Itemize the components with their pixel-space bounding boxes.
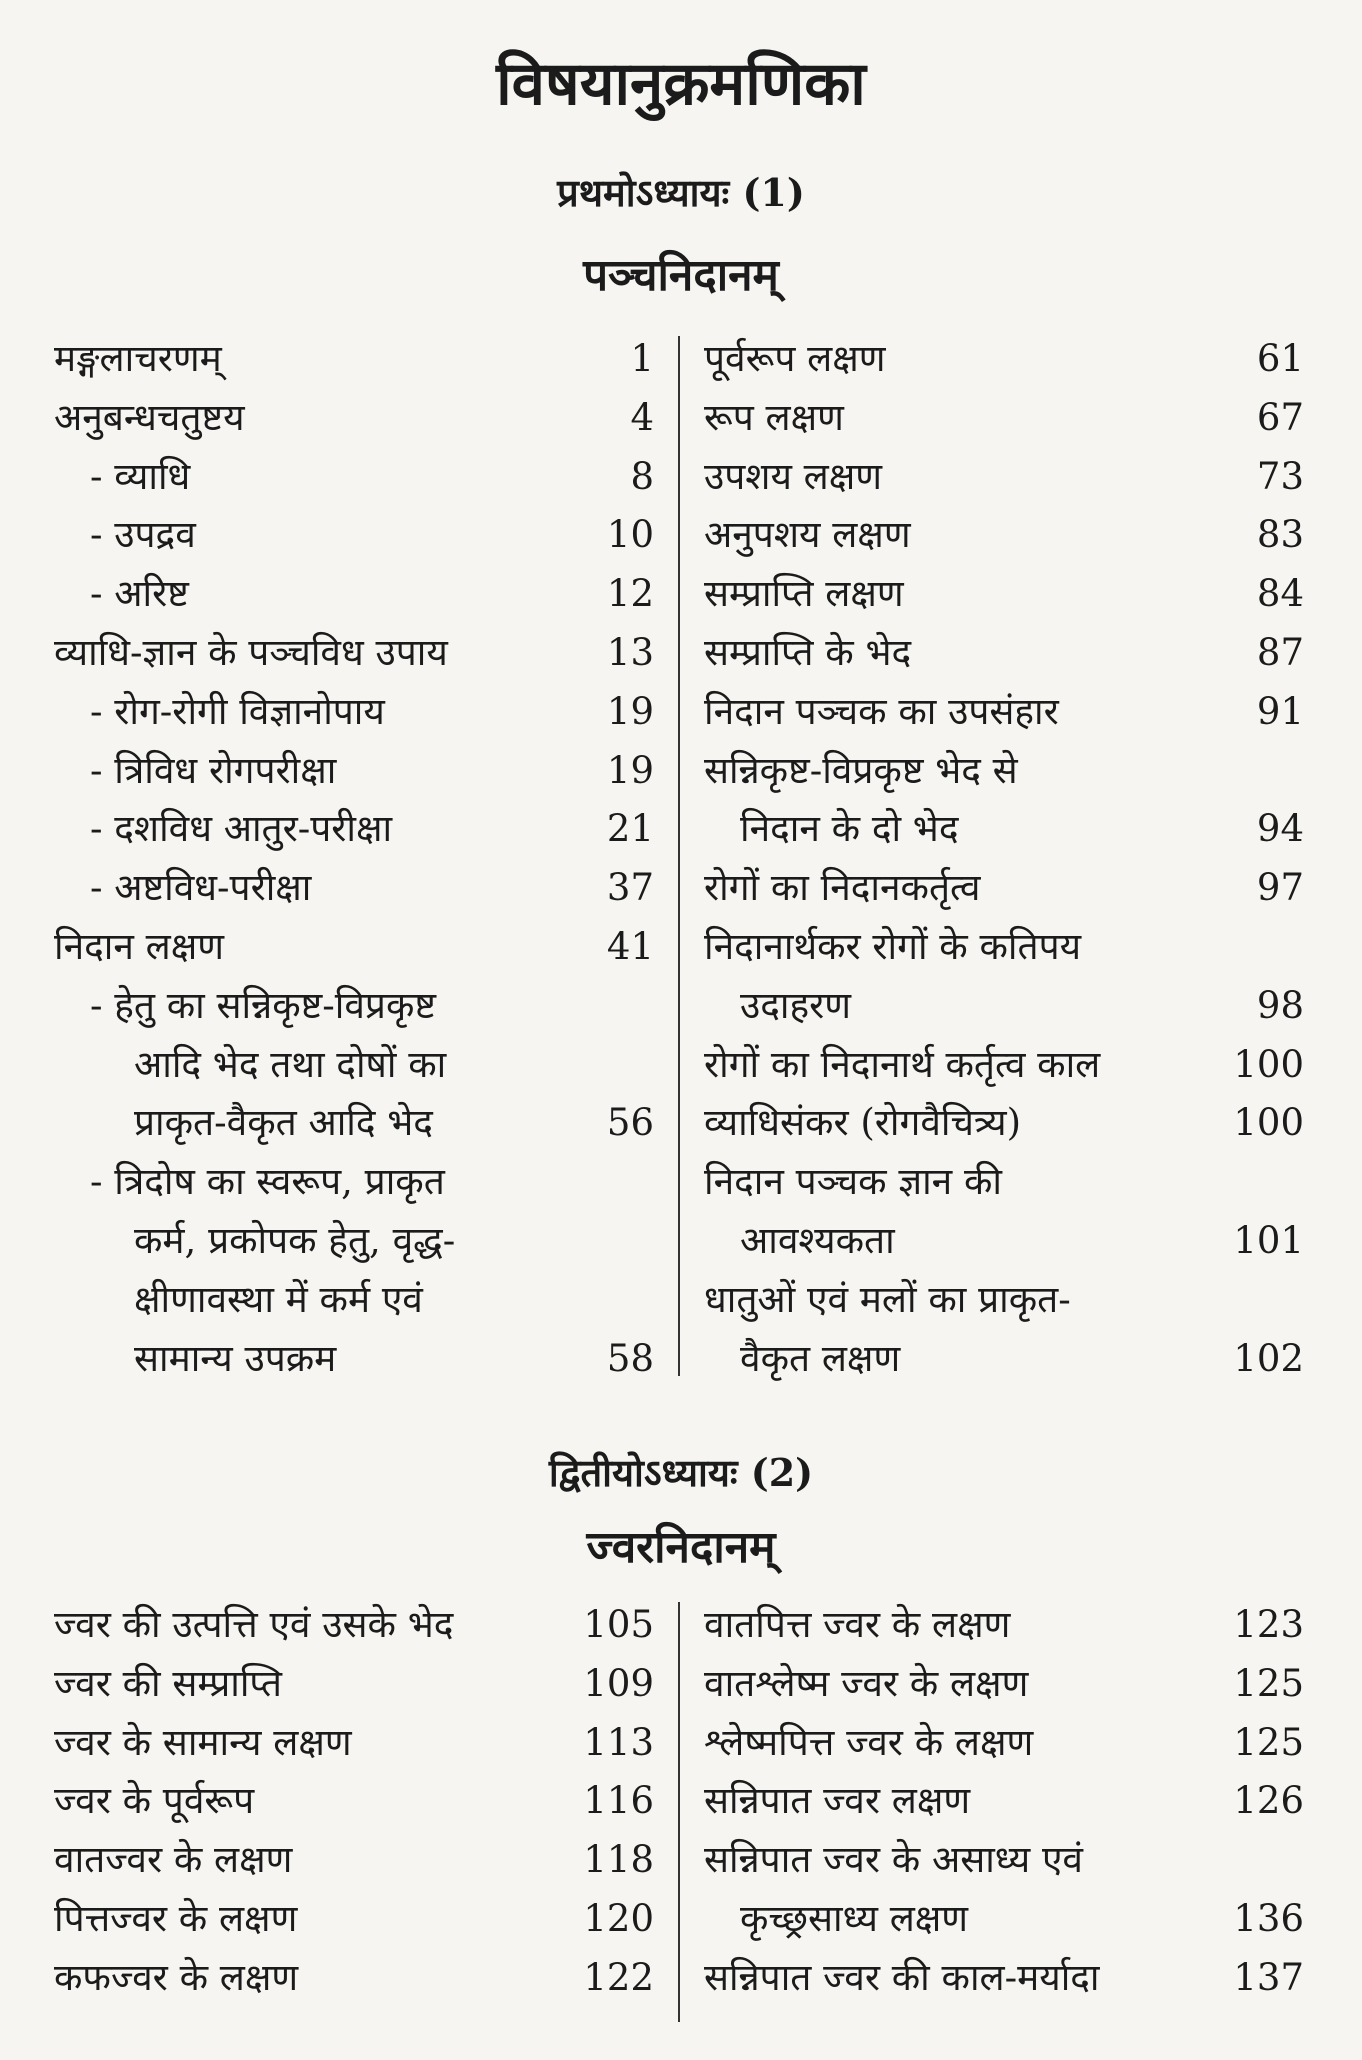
toc-entry xyxy=(704,448,1304,507)
toc-entry-page: 101 xyxy=(1233,1218,1304,1262)
toc-entry-title: व्याधि-ज्ञान के पञ्चविध उपाय xyxy=(54,630,448,674)
toc-entry-page: 61 xyxy=(1256,337,1304,380)
toc-entry-page: 97 xyxy=(1256,866,1304,910)
toc-entry-title: - रोग-रोगी विज्ञानोपाय xyxy=(90,689,385,733)
toc-entry-title: निदानार्थकर रोगों के कतिपय xyxy=(704,924,1082,968)
toc-entry xyxy=(54,1890,654,1949)
toc-entry-title: प्राकृत-वैकृत आदि भेद xyxy=(134,1101,433,1145)
toc-entry-title: निदान पञ्चक का उपसंहार xyxy=(704,689,1059,733)
toc-entry-page: 120 xyxy=(583,1896,654,1940)
toc-entry-title: ज्वर की उत्पत्ति एवं उसके भेद xyxy=(54,1603,454,1646)
toc-entry-page: 67 xyxy=(1256,395,1304,439)
toc-entry-page: 100 xyxy=(1233,1101,1304,1145)
toc-entry xyxy=(54,1655,654,1714)
toc-entry xyxy=(704,506,1304,565)
toc-entry-title: निदान के दो भेद xyxy=(740,807,959,851)
toc-entry xyxy=(704,918,1304,977)
toc-entry xyxy=(54,1271,654,1330)
toc-entry-title: - दशविध आतुर-परीक्षा xyxy=(90,807,393,851)
toc-entry xyxy=(54,800,654,859)
toc-entry-title: - व्याधि xyxy=(90,454,191,498)
toc-entry-title: सन्निकृष्ट-विप्रकृष्ट भेद से xyxy=(704,748,1018,792)
toc-entry-title: वातज्वर के लक्षण xyxy=(54,1838,293,1882)
toc-entry xyxy=(704,1036,1304,1095)
toc-entry-title: रोगों का निदानार्थ कर्तृत्व काल xyxy=(704,1042,1101,1086)
toc-entry-page: 126 xyxy=(1233,1779,1304,1823)
toc-entry xyxy=(704,389,1304,448)
toc-entry-page: 125 xyxy=(1233,1720,1304,1764)
toc-entry xyxy=(704,1330,1304,1389)
toc-entry xyxy=(54,565,654,624)
toc-entry-page: 1 xyxy=(630,337,654,380)
toc-entry-page: 102 xyxy=(1233,1336,1304,1380)
toc-entry xyxy=(54,330,654,389)
toc-entry-page: 123 xyxy=(1233,1603,1304,1646)
toc-entry-page: 94 xyxy=(1256,807,1304,851)
toc-entry-title: कफज्वर के लक्षण xyxy=(54,1955,299,1999)
toc-entry xyxy=(704,624,1304,683)
toc-entry-page: 118 xyxy=(583,1838,654,1882)
toc-entry-title: पित्तज्वर के लक्षण xyxy=(54,1896,298,1940)
toc-entry-page: 41 xyxy=(606,924,654,968)
toc-entry-page: 137 xyxy=(1233,1955,1304,1999)
toc-entry-page: 87 xyxy=(1256,630,1304,674)
chapter-1-name: पञ्चनिदानम् xyxy=(583,250,779,301)
toc-entry-title: - अरिष्ट xyxy=(90,572,189,616)
toc-entry-page: 100 xyxy=(1233,1042,1304,1086)
toc-entry-title: श्लेष्मपित्त ज्वर के लक्षण xyxy=(704,1720,1034,1764)
toc-entry-title: आदि भेद तथा दोषों का xyxy=(134,1042,447,1086)
toc-entry-title: अनुबन्धचतुष्टय xyxy=(54,395,245,439)
column-divider xyxy=(678,336,680,1376)
toc-entry-title: - त्रिदोष का स्वरूप, प्राकृत xyxy=(90,1160,445,1204)
toc-entry-title: - उपद्रव xyxy=(90,513,196,557)
toc-entry-page: 58 xyxy=(606,1336,654,1380)
toc-entry-title: सम्प्राप्ति के भेद xyxy=(704,630,912,674)
toc-entry xyxy=(704,683,1304,742)
chapter-1-right-column xyxy=(704,330,1304,1388)
toc-entry-title: रोगों का निदानकर्तृत्व xyxy=(704,866,981,910)
toc-entry-page: 37 xyxy=(606,866,654,910)
toc-entry-page: 98 xyxy=(1256,983,1304,1027)
toc-entry-page: 19 xyxy=(606,748,654,792)
toc-entry-title: आवश्यकता xyxy=(740,1218,895,1262)
toc-entry-page: 56 xyxy=(606,1101,654,1145)
toc-entry-title: कृच्छ्रसाध्य लक्षण xyxy=(740,1896,969,1940)
toc-entry-title: ज्वर के सामान्य लक्षण xyxy=(54,1720,352,1764)
toc-entry xyxy=(54,1094,654,1153)
toc-entry xyxy=(54,448,654,507)
toc-entry-title: कर्म, प्रकोपक हेतु, वृद्ध- xyxy=(134,1218,456,1262)
chapter-2-right-column xyxy=(704,1596,1304,2008)
chapter-2-number: द्वितीयोऽध्यायः (2) xyxy=(548,1450,814,1495)
toc-entry xyxy=(704,859,1304,918)
toc-entry xyxy=(54,977,654,1036)
toc-entry-title: सन्निपात ज्वर के असाध्य एवं xyxy=(704,1838,1083,1882)
toc-entry xyxy=(54,1153,654,1212)
toc-entry-page: 113 xyxy=(583,1720,654,1764)
chapter-1-number: प्रथमोऽध्यायः (1) xyxy=(557,170,805,215)
toc-entry-title: व्याधिसंकर (रोगवैचित्र्य) xyxy=(704,1101,1022,1145)
toc-entry-title: क्षीणावस्था में कर्म एवं xyxy=(134,1277,423,1321)
toc-entry-title: धातुओं एवं मलों का प्राकृत- xyxy=(704,1277,1071,1321)
toc-entry-title: सम्प्राप्ति लक्षण xyxy=(704,572,904,616)
toc-entry xyxy=(704,1655,1304,1714)
toc-entry-title: सन्निपात ज्वर लक्षण xyxy=(704,1779,971,1823)
toc-entry xyxy=(704,977,1304,1036)
toc-entry-title: - त्रिविध रोगपरीक्षा xyxy=(90,748,337,792)
toc-entry xyxy=(54,1212,654,1271)
toc-entry-title: मङ्गलाचरणम् xyxy=(54,337,222,380)
toc-entry xyxy=(704,742,1304,801)
toc-entry xyxy=(54,389,654,448)
toc-entry xyxy=(54,742,654,801)
toc-entry-title: सन्निपात ज्वर की काल-मर्यादा xyxy=(704,1955,1100,1999)
toc-entry xyxy=(704,1772,1304,1831)
toc-entry xyxy=(54,1596,654,1655)
toc-entry-page: 12 xyxy=(606,572,654,616)
toc-entry-title: निदान पञ्चक ज्ञान की xyxy=(704,1160,1002,1204)
toc-entry xyxy=(54,918,654,977)
toc-entry xyxy=(704,1153,1304,1212)
toc-entry-page: 13 xyxy=(606,630,654,674)
toc-entry-title: वातश्लेष्म ज्वर के लक्षण xyxy=(704,1661,1029,1705)
toc-entry xyxy=(704,1596,1304,1655)
toc-entry-page: 116 xyxy=(583,1779,654,1823)
toc-entry-page: 21 xyxy=(606,807,654,851)
toc-entry-page: 73 xyxy=(1256,454,1304,498)
toc-entry-page: 19 xyxy=(606,689,654,733)
toc-entry xyxy=(704,1271,1304,1330)
toc-entry xyxy=(704,565,1304,624)
toc-entry xyxy=(54,859,654,918)
toc-entry xyxy=(704,1831,1304,1890)
toc-entry xyxy=(54,506,654,565)
toc-entry-title: - हेतु का सन्निकृष्ट-विप्रकृष्ट xyxy=(90,983,436,1027)
toc-entry-page: 109 xyxy=(583,1661,654,1705)
toc-entry-page: 10 xyxy=(606,513,654,557)
column-divider xyxy=(678,1602,680,2022)
toc-entry xyxy=(704,1949,1304,2008)
toc-entry-page: 91 xyxy=(1256,689,1304,733)
toc-entry-title: उदाहरण xyxy=(740,983,852,1027)
toc-entry-title: - अष्टविध-परीक्षा xyxy=(90,866,312,910)
toc-entry-title: अनुपशय लक्षण xyxy=(704,513,911,557)
toc-entry-title: ज्वर के पूर्वरूप xyxy=(54,1779,255,1823)
toc-entry-title: वातपित्त ज्वर के लक्षण xyxy=(704,1603,1011,1646)
toc-entry xyxy=(704,1714,1304,1773)
toc-entry xyxy=(54,624,654,683)
page-title: विषयानुक्रमणिका xyxy=(496,49,866,119)
toc-entry-title: वैकृत लक्षण xyxy=(740,1336,901,1380)
toc-entry-page: 136 xyxy=(1233,1896,1304,1940)
toc-entry xyxy=(54,683,654,742)
chapter-2-name: ज्वरनिदानम् xyxy=(586,1522,776,1573)
toc-entry-title: ज्वर की सम्प्राप्ति xyxy=(54,1661,282,1705)
toc-entry-title: पूर्वरूप लक्षण xyxy=(704,337,886,380)
toc-entry-title: सामान्य उपक्रम xyxy=(134,1336,337,1380)
toc-entry xyxy=(704,800,1304,859)
toc-entry xyxy=(54,1714,654,1773)
toc-entry xyxy=(54,1036,654,1095)
toc-entry-page: 84 xyxy=(1256,572,1304,616)
toc-entry-page: 4 xyxy=(630,395,654,439)
toc-entry xyxy=(54,1831,654,1890)
toc-entry-page: 122 xyxy=(583,1955,654,1999)
toc-entry-title: निदान लक्षण xyxy=(54,924,225,968)
toc-entry xyxy=(704,1094,1304,1153)
toc-entry-page: 125 xyxy=(1233,1661,1304,1705)
toc-entry-title: उपशय लक्षण xyxy=(704,454,883,498)
toc-entry xyxy=(54,1772,654,1831)
toc-entry xyxy=(704,1212,1304,1271)
chapter-2-left-column xyxy=(54,1596,654,2008)
chapter-1-left-column xyxy=(54,330,654,1388)
toc-entry-page: 105 xyxy=(583,1603,654,1646)
toc-entry xyxy=(704,1890,1304,1949)
toc-entry xyxy=(54,1949,654,2008)
toc-entry xyxy=(704,330,1304,389)
toc-entry-page: 8 xyxy=(630,454,654,498)
toc-entry-page: 83 xyxy=(1256,513,1304,557)
toc-entry xyxy=(54,1330,654,1389)
toc-entry-title: रूप लक्षण xyxy=(704,395,844,439)
